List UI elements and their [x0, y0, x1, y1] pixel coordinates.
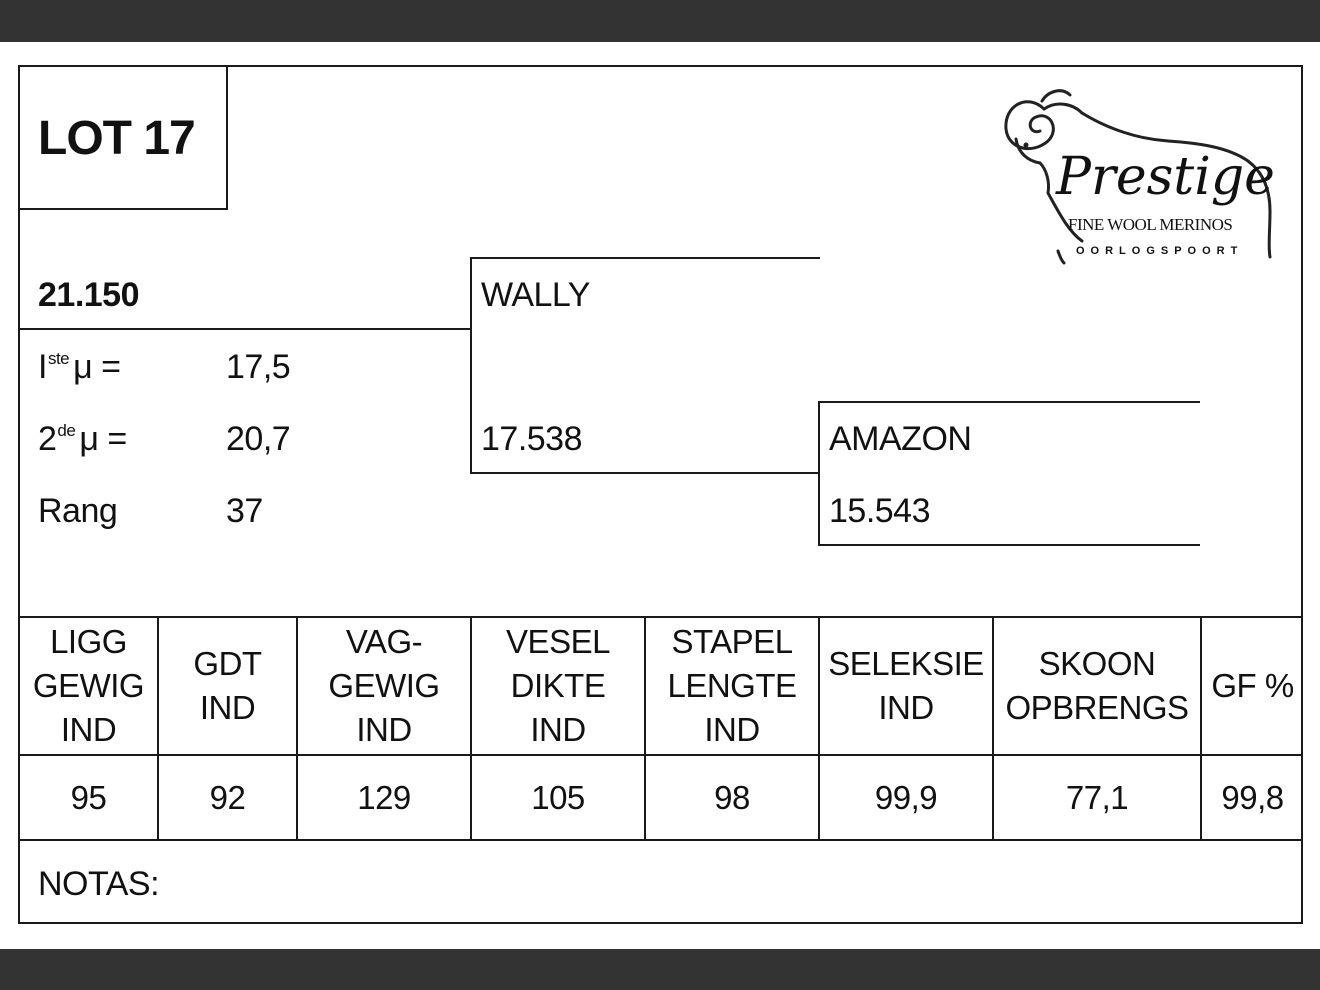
value-vesel-dikte-ind: 105: [531, 778, 585, 816]
logo-tagline: FINE WOOL MERINOS: [1068, 215, 1233, 234]
value-ligg-gewig-ind: 95: [70, 778, 107, 816]
lot-card: [18, 65, 1303, 924]
sire-bracket-top: [470, 257, 820, 259]
sire-id: 17.538: [481, 420, 582, 458]
header-stapel-lengte-ind: STAPEL LENGTE IND: [667, 623, 797, 748]
stat-row-second-micron: [38, 420, 127, 459]
stat-label-rest: μ =: [79, 420, 127, 458]
dam-bracket-top: [818, 401, 1200, 403]
sire-bracket-left: [470, 257, 472, 474]
sire-name: WALLY: [481, 276, 590, 314]
notes-label: NOTAS:: [38, 865, 160, 903]
value-seleksie-ind: 99,9: [874, 778, 938, 816]
logo-brand: Prestige: [1056, 147, 1275, 207]
header-seleksie-ind: SELEKSIE IND: [828, 645, 984, 726]
stat-value-rank: 37: [226, 492, 263, 530]
dam-id: 15.543: [829, 492, 930, 530]
sire-bracket-bottom: [470, 472, 820, 474]
stat-label: 2: [38, 420, 57, 458]
top-bar: [0, 0, 1320, 42]
dam-bracket-bottom: [818, 544, 1200, 546]
lot-box-right-border: [226, 67, 228, 210]
value-gdt-ind: 92: [209, 778, 246, 816]
animal-id: 21.150: [38, 276, 139, 314]
logo-place: OORLOGSPOORT: [1076, 245, 1244, 257]
header-vag-gewig-ind: VAG- GEWIG IND: [328, 623, 440, 748]
stat-row-first-micron: [38, 348, 121, 387]
stat-value-first-micron: 17,5: [226, 348, 291, 386]
dam-bracket-left: [818, 401, 820, 546]
stat-label-suffix: de: [57, 421, 76, 440]
stat-label-rank: Rang: [38, 492, 118, 530]
header-gf-percent: GF %: [1211, 667, 1294, 704]
animal-id-underline: [20, 328, 471, 330]
lot-number: LOT 17: [38, 112, 195, 165]
value-gf-percent: 99,8: [1221, 778, 1284, 816]
stat-label-suffix: ste: [47, 349, 70, 368]
header-ligg-gewig-ind: LIGG GEWIG IND: [32, 623, 145, 748]
header-skoon-opbrengs: SKOON OPBRENGS: [1005, 645, 1189, 726]
dam-name: AMAZON: [829, 420, 972, 458]
header-vesel-dikte-ind: VESEL DIKTE IND: [506, 623, 610, 748]
value-stapel-lengte-ind: 98: [714, 778, 750, 816]
stat-label-rest: μ =: [73, 348, 121, 386]
bottom-bar: [0, 949, 1320, 990]
value-vag-gewig-ind: 129: [357, 778, 411, 816]
header-gdt-ind: GDT IND: [193, 645, 262, 726]
value-skoon-opbrengs: 77,1: [1065, 778, 1129, 816]
prestige-logo: [998, 81, 1288, 266]
stat-value-second-micron: 20,7: [226, 420, 291, 458]
table-bottom-border: [20, 839, 1303, 841]
lot-box-bottom-border: [20, 208, 228, 210]
stat-label: I: [38, 348, 47, 386]
